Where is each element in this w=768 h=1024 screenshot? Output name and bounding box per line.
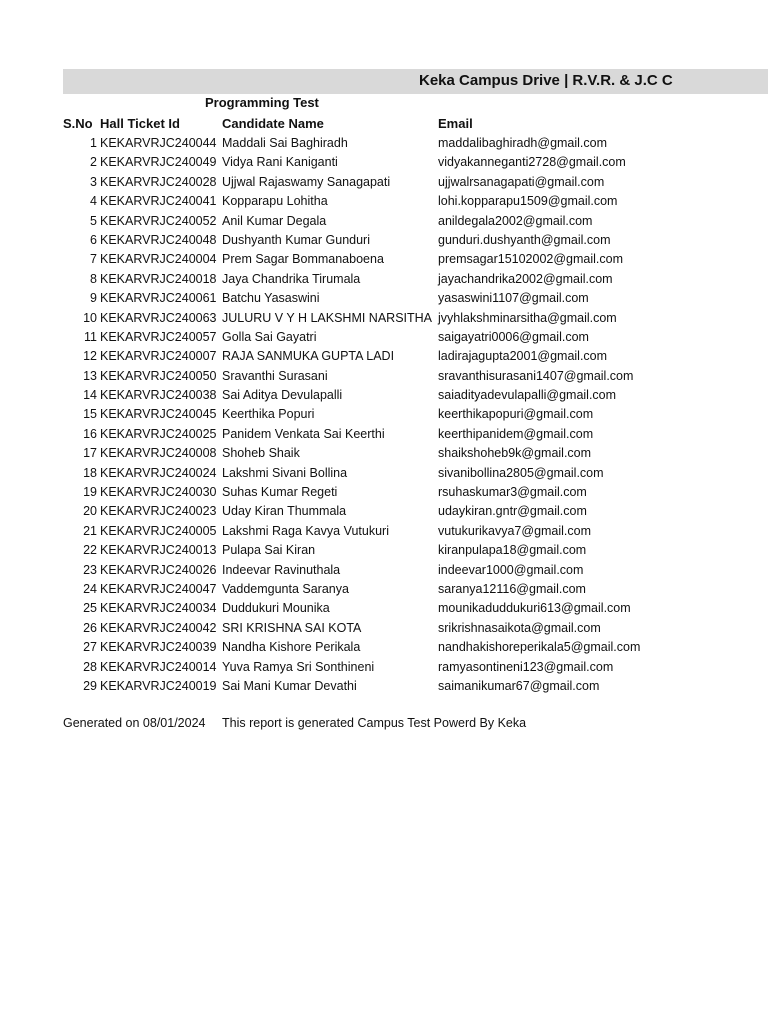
row-sno: 10 xyxy=(83,310,97,325)
row-email: gunduri.dushyanth@gmail.com xyxy=(438,232,611,247)
row-candidate-name: Ujjwal Rajaswamy Sanagapati xyxy=(222,174,391,189)
row-sno: 27 xyxy=(83,640,97,655)
row-email: sivanibollina2805@gmail.com xyxy=(438,465,604,480)
row-candidate-name: Anil Kumar Degala xyxy=(222,213,327,228)
row-candidate-name: Pulapa Sai Kiran xyxy=(222,543,316,558)
row-sno: 9 xyxy=(90,291,97,306)
row-email: mounikaduddukuri613@gmail.com xyxy=(438,601,631,616)
row-email: ladirajagupta2001@gmail.com xyxy=(438,349,608,364)
table-row xyxy=(0,405,768,424)
row-ticket-id: KEKARVRJC240018 xyxy=(100,271,217,286)
row-sno: 15 xyxy=(83,407,97,422)
row-candidate-name: Suhas Kumar Regeti xyxy=(222,485,338,500)
row-email: udaykiran.gntr@gmail.com xyxy=(438,504,587,519)
row-sno: 23 xyxy=(83,562,97,577)
row-email: vutukurikavya7@gmail.com xyxy=(438,523,592,538)
row-ticket-id: KEKARVRJC240057 xyxy=(100,329,217,344)
row-email: ramyasontineni123@gmail.com xyxy=(438,659,614,674)
table-row xyxy=(0,425,768,444)
row-email: saimanikumar67@gmail.com xyxy=(438,678,600,693)
row-candidate-name: Lakshmi Raga Kavya Vutukuri xyxy=(222,523,389,538)
row-ticket-id: KEKARVRJC240007 xyxy=(100,349,217,364)
row-candidate-name: Jaya Chandrika Tirumala xyxy=(222,271,361,286)
row-candidate-name: Yuva Ramya Sri Sonthineni xyxy=(222,659,375,674)
table-row xyxy=(0,561,768,580)
row-candidate-name: Uday Kiran Thummala xyxy=(222,504,347,519)
row-email: sravanthisurasani1407@gmail.com xyxy=(438,368,634,383)
row-candidate-name: Golla Sai Gayatri xyxy=(222,329,317,344)
table-row xyxy=(0,270,768,289)
column-header-ticket: Hall Ticket Id xyxy=(100,116,180,131)
row-candidate-name: JULURU V Y H LAKSHMI NARSITHA xyxy=(222,310,433,325)
row-candidate-name: Panidem Venkata Sai Keerthi xyxy=(222,426,385,441)
row-sno: 19 xyxy=(83,485,97,500)
table-row xyxy=(0,289,768,308)
table-row xyxy=(0,367,768,386)
row-email: anildegala2002@gmail.com xyxy=(438,213,593,228)
row-candidate-name: Batchu Yasaswini xyxy=(222,291,320,306)
row-ticket-id: KEKARVRJC240034 xyxy=(100,601,217,616)
row-candidate-name: Vaddemgunta Saranya xyxy=(222,581,349,596)
row-ticket-id: KEKARVRJC240004 xyxy=(100,252,217,267)
table-row xyxy=(0,328,768,347)
row-email: maddalibaghiradh@gmail.com xyxy=(438,136,608,150)
row-ticket-id: KEKARVRJC240024 xyxy=(100,465,217,480)
table-row xyxy=(0,658,768,677)
row-email: saranya12116@gmail.com xyxy=(438,581,586,596)
row-candidate-name: Vidya Rani Kaniganti xyxy=(222,155,338,170)
column-header-email: Email xyxy=(438,116,473,131)
table-row xyxy=(0,153,768,172)
row-sno: 1 xyxy=(90,136,97,150)
row-candidate-name: Indeevar Ravinuthala xyxy=(222,562,341,577)
row-ticket-id: KEKARVRJC240028 xyxy=(100,174,217,189)
row-sno: 12 xyxy=(83,349,97,364)
row-candidate-name: Lakshmi Sivani Bollina xyxy=(222,465,348,480)
row-sno: 5 xyxy=(90,213,97,228)
report-subtitle: Programming Test xyxy=(205,95,319,110)
table-row xyxy=(0,444,768,463)
row-candidate-name: RAJA SANMUKA GUPTA LADI xyxy=(222,349,395,364)
row-email: saiadityadevulapalli@gmail.com xyxy=(438,388,617,403)
table-row xyxy=(0,231,768,250)
row-email: keerthipanidem@gmail.com xyxy=(438,426,594,441)
row-email: rsuhaskumar3@gmail.com xyxy=(438,485,587,500)
row-ticket-id: KEKARVRJC240048 xyxy=(100,232,217,247)
table-row xyxy=(0,250,768,269)
column-header-sno: S.No xyxy=(63,116,93,131)
row-sno: 20 xyxy=(83,504,97,519)
table-row xyxy=(0,309,768,328)
table-row xyxy=(0,677,768,696)
table-row xyxy=(0,386,768,405)
row-ticket-id: KEKARVRJC240023 xyxy=(100,504,217,519)
row-email: keerthikapopuri@gmail.com xyxy=(438,407,594,422)
row-email: saigayatri0006@gmail.com xyxy=(438,329,589,344)
row-ticket-id: KEKARVRJC240045 xyxy=(100,407,217,422)
report-title: Keka Campus Drive | R.V.R. & J.C C xyxy=(419,72,673,89)
report-note: This report is generated Campus Test Powerd By Keka xyxy=(222,716,527,730)
table-body xyxy=(0,134,768,696)
generated-date: Generated on 08/01/2024 xyxy=(63,716,206,730)
row-candidate-name: Kopparapu Lohitha xyxy=(222,194,328,209)
row-email: indeevar1000@gmail.com xyxy=(438,562,584,577)
table-row xyxy=(0,347,768,366)
row-ticket-id: KEKARVRJC240013 xyxy=(100,543,217,558)
row-email: jvyhlakshminarsitha@gmail.com xyxy=(438,310,617,325)
row-sno: 28 xyxy=(83,659,97,674)
row-email: premsagar15102002@gmail.com xyxy=(438,252,624,267)
row-ticket-id: KEKARVRJC240019 xyxy=(100,678,217,693)
row-sno: 29 xyxy=(83,678,97,693)
table-row xyxy=(0,599,768,618)
row-candidate-name: Duddukuri Mounika xyxy=(222,601,330,616)
row-ticket-id: KEKARVRJC240039 xyxy=(100,640,217,655)
title-band xyxy=(63,69,768,94)
row-sno: 18 xyxy=(83,465,97,480)
row-ticket-id: KEKARVRJC240030 xyxy=(100,485,217,500)
row-sno: 4 xyxy=(90,194,97,209)
row-ticket-id: KEKARVRJC240050 xyxy=(100,368,217,383)
row-ticket-id: KEKARVRJC240047 xyxy=(100,581,217,596)
row-sno: 25 xyxy=(83,601,97,616)
row-ticket-id: KEKARVRJC240025 xyxy=(100,426,217,441)
row-sno: 7 xyxy=(90,252,97,267)
row-sno: 14 xyxy=(83,388,97,403)
row-candidate-name: Nandha Kishore Perikala xyxy=(222,640,361,655)
row-email: yasaswini1107@gmail.com xyxy=(438,291,589,306)
row-email: lohi.kopparapu1509@gmail.com xyxy=(438,194,618,209)
table-row xyxy=(0,173,768,192)
row-ticket-id: KEKARVRJC240008 xyxy=(100,446,217,461)
table-row xyxy=(0,580,768,599)
row-candidate-name: SRI KRISHNA SAI KOTA xyxy=(222,620,362,635)
row-email: srikrishnasaikota@gmail.com xyxy=(438,620,601,635)
row-sno: 16 xyxy=(83,426,97,441)
row-ticket-id: KEKARVRJC240061 xyxy=(100,291,217,306)
row-ticket-id: KEKARVRJC240038 xyxy=(100,388,217,403)
row-ticket-id: KEKARVRJC240014 xyxy=(100,659,217,674)
row-email: ujjwalrsanagapati@gmail.com xyxy=(438,174,605,189)
row-sno: 8 xyxy=(90,271,97,286)
row-sno: 22 xyxy=(83,543,97,558)
table-row xyxy=(0,212,768,231)
row-candidate-name: Prem Sagar Bommanaboena xyxy=(222,252,384,267)
row-candidate-name: Sravanthi Surasani xyxy=(222,368,328,383)
row-ticket-id: KEKARVRJC240005 xyxy=(100,523,217,538)
row-sno: 6 xyxy=(90,232,97,247)
table-row xyxy=(0,522,768,541)
row-ticket-id: KEKARVRJC240026 xyxy=(100,562,217,577)
row-email: jayachandrika2002@gmail.com xyxy=(438,271,613,286)
row-sno: 26 xyxy=(83,620,97,635)
table-header xyxy=(0,115,768,133)
table-row xyxy=(0,541,768,560)
row-ticket-id: KEKARVRJC240041 xyxy=(100,194,217,209)
table-row xyxy=(0,192,768,211)
row-sno: 17 xyxy=(83,446,97,461)
row-candidate-name: Keerthika Popuri xyxy=(222,407,315,422)
table-row xyxy=(0,619,768,638)
row-candidate-name: Sai Aditya Devulapalli xyxy=(222,388,343,403)
row-email: vidyakanneganti2728@gmail.com xyxy=(438,155,626,170)
table-row xyxy=(0,464,768,483)
row-sno: 11 xyxy=(84,329,97,344)
row-sno: 24 xyxy=(83,581,97,596)
table-row xyxy=(0,483,768,502)
row-sno: 3 xyxy=(90,174,97,189)
row-candidate-name: Sai Mani Kumar Devathi xyxy=(222,678,357,693)
row-ticket-id: KEKARVRJC240049 xyxy=(100,155,217,170)
row-sno: 13 xyxy=(83,368,97,383)
row-sno: 21 xyxy=(83,523,97,538)
row-email: nandhakishoreperikala5@gmail.com xyxy=(438,640,641,655)
table-row xyxy=(0,638,768,657)
row-ticket-id: KEKARVRJC240044 xyxy=(100,136,217,150)
column-header-name: Candidate Name xyxy=(222,116,324,131)
row-ticket-id: KEKARVRJC240052 xyxy=(100,213,217,228)
row-email: shaikshoheb9k@gmail.com xyxy=(438,446,592,461)
row-candidate-name: Dushyanth Kumar Gunduri xyxy=(222,232,370,247)
table-row xyxy=(0,502,768,521)
row-email: kiranpulapa18@gmail.com xyxy=(438,543,587,558)
row-candidate-name: Shoheb Shaik xyxy=(222,446,300,461)
row-ticket-id: KEKARVRJC240063 xyxy=(100,310,217,325)
row-ticket-id: KEKARVRJC240042 xyxy=(100,620,217,635)
row-candidate-name: Maddali Sai Baghiradh xyxy=(222,136,348,150)
row-sno: 2 xyxy=(90,155,97,170)
table-row xyxy=(0,134,768,153)
